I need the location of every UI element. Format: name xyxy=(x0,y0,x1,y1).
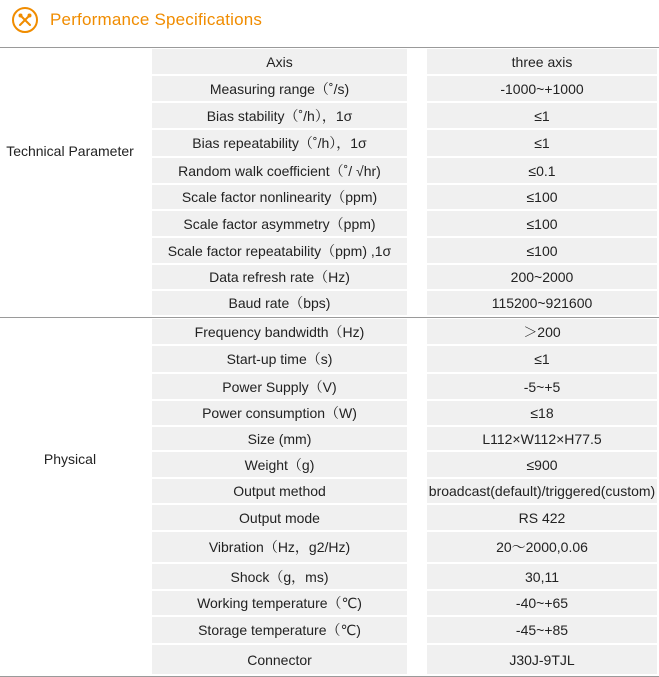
value-cell: ≤900 xyxy=(427,452,657,477)
group-label-technical: Technical Parameter xyxy=(6,143,134,159)
table-top-divider xyxy=(0,47,659,48)
section-divider xyxy=(0,317,659,318)
table-row xyxy=(0,103,659,130)
value-cell: 30,11 xyxy=(427,564,657,589)
param-cell: Power consumption（W) xyxy=(152,401,407,425)
param-cell: Output mode xyxy=(152,505,407,530)
table-row xyxy=(0,505,659,532)
param-cell: Shock（g，ms) xyxy=(152,564,407,589)
param-cell: Baud rate（bps) xyxy=(152,291,407,315)
value-cell: ≤100 xyxy=(427,185,657,209)
value-cell: -5~+5 xyxy=(427,374,657,399)
table-row xyxy=(0,401,659,427)
param-cell: Bias repeatability（˚/h），1σ xyxy=(152,130,407,156)
table-row xyxy=(0,452,659,479)
param-cell: Weight（g) xyxy=(152,452,407,477)
param-cell: Vibration（Hz，g2/Hz) xyxy=(152,532,407,562)
value-cell: L112×W112×H77.5 xyxy=(427,427,657,450)
table-row xyxy=(0,319,659,346)
value-cell: broadcast(default)/triggered(custom) xyxy=(427,479,657,503)
table-row xyxy=(0,49,659,76)
param-cell: Frequency bandwidth（Hz) xyxy=(152,319,407,344)
param-cell: Output method xyxy=(152,479,407,503)
value-cell: 20～2000,0.06 xyxy=(427,532,657,562)
table-row xyxy=(0,645,659,676)
table-row xyxy=(0,479,659,505)
param-cell: Data refresh rate（Hz) xyxy=(152,265,407,289)
table-row xyxy=(0,211,659,238)
table-row xyxy=(0,185,659,211)
value-cell: RS 422 xyxy=(427,505,657,530)
value-cell: ≤18 xyxy=(427,401,657,425)
value-cell: ≤1 xyxy=(427,130,657,156)
param-cell: Axis xyxy=(152,49,407,74)
table-row xyxy=(0,265,659,291)
value-cell: 115200~921600 xyxy=(427,291,657,315)
param-cell: Start-up time（s) xyxy=(152,346,407,372)
value-cell: ≤0.1 xyxy=(427,158,657,183)
param-cell: Bias stability（˚/h），1σ xyxy=(152,103,407,128)
param-cell: Working temperature（℃) xyxy=(152,591,407,615)
param-cell: Power Supply（V) xyxy=(152,374,407,399)
value-cell: 200~2000 xyxy=(427,265,657,289)
param-cell: Scale factor nonlinearity（ppm) xyxy=(152,185,407,209)
param-cell: Storage temperature（℃) xyxy=(152,617,407,643)
param-cell: Size (mm) xyxy=(152,427,407,450)
value-cell: ≤100 xyxy=(427,238,657,263)
param-cell: Random walk coefficient（˚/ √hr) xyxy=(152,158,407,183)
table-row xyxy=(0,346,659,374)
table-row xyxy=(0,427,659,452)
param-cell: Connector xyxy=(152,645,407,674)
group-label-physical: Physical xyxy=(43,451,97,467)
section-header xyxy=(12,5,262,35)
table-row xyxy=(0,130,659,158)
param-cell: Scale factor asymmetry（ppm) xyxy=(152,211,407,236)
table-row xyxy=(0,238,659,265)
table-row xyxy=(0,374,659,401)
table-row xyxy=(0,617,659,645)
value-cell: J30J-9TJL xyxy=(427,645,657,674)
page-title: Performance Specifications xyxy=(50,10,263,29)
value-cell: ≤1 xyxy=(427,346,657,372)
table-row xyxy=(0,564,659,591)
value-cell: ≤1 xyxy=(427,103,657,128)
value-cell: -1000~+1000 xyxy=(427,76,657,101)
wrench-screwdriver-icon xyxy=(12,7,38,33)
value-cell: ＞200 xyxy=(427,319,657,344)
value-cell: -45~+85 xyxy=(427,617,657,643)
table-row xyxy=(0,291,659,317)
table-row xyxy=(0,158,659,185)
table-row xyxy=(0,532,659,564)
value-cell: -40~+65 xyxy=(427,591,657,615)
param-cell: Measuring range（˚/s) xyxy=(152,76,407,101)
table-row xyxy=(0,591,659,617)
value-cell: three axis xyxy=(427,49,657,74)
param-cell: Scale factor repeatability（ppm) ,1σ xyxy=(152,238,407,263)
table-row xyxy=(0,76,659,103)
value-cell: ≤100 xyxy=(427,211,657,236)
